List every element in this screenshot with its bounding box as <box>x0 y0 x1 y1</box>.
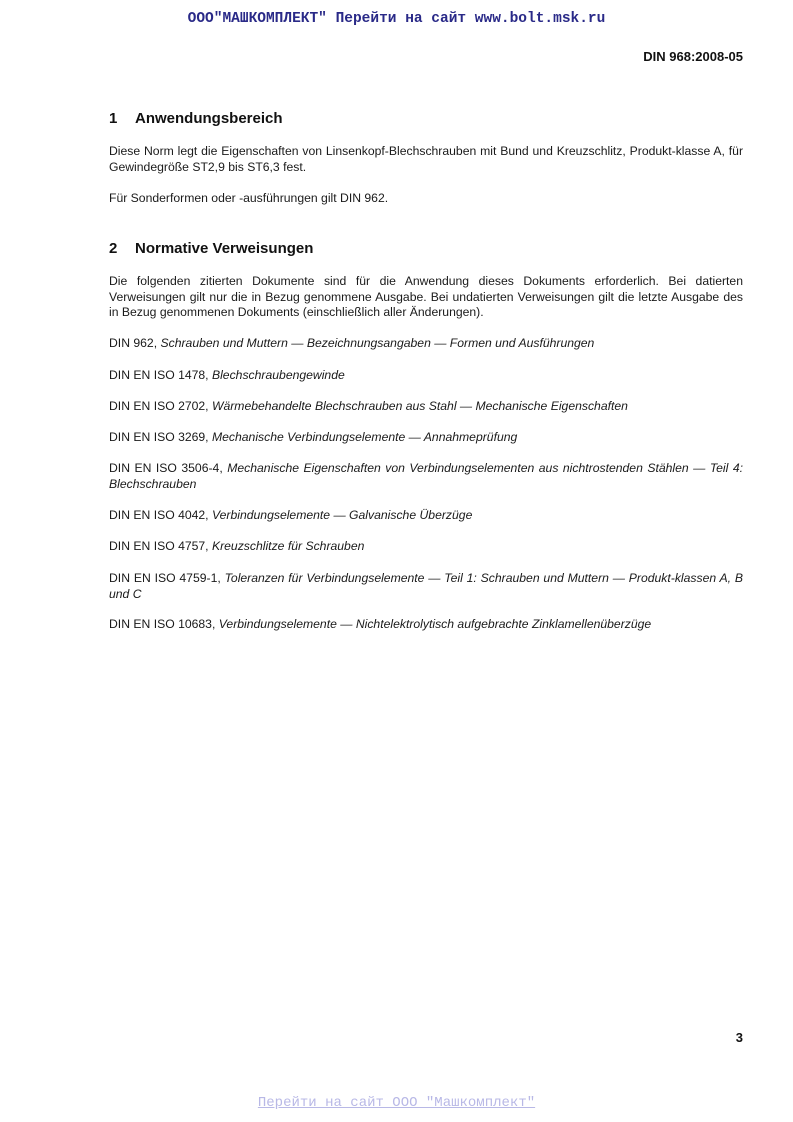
reference-title: Schrauben und Muttern — Bezeichnungsangaben — Formen und Ausführungen <box>160 336 595 350</box>
reference-title: Mechanische Verbindungselemente — Annahmeprüfung <box>211 430 518 444</box>
top-banner-link[interactable]: ООО"МАШКОМПЛЕКТ" Перейти на сайт www.bolt.msk.ru <box>187 11 606 27</box>
reference-item <box>109 539 743 555</box>
section-1-paragraph-1: Diese Norm legt die Eigenschaften von Linsenkopf-Blechschrauben mit Bund und Kreuzschlitz, Produkt-klasse A, für Gewindegröße ST2,9 bis ST6,3 fest. <box>109 144 743 174</box>
reference-code: DIN EN ISO 10683, <box>109 617 216 631</box>
reference-item <box>109 399 743 415</box>
reference-title: Verbindungselemente — Galvanische Überzüge <box>211 508 473 522</box>
reference-item <box>109 336 743 352</box>
bottom-site-link[interactable]: Перейти на сайт ООО "Машкомплект" <box>257 1095 536 1111</box>
reference-item <box>109 617 743 633</box>
reference-item <box>109 571 743 602</box>
document-id: DIN 968:2008-05 <box>643 49 743 64</box>
reference-item <box>109 430 743 446</box>
section-heading-1 <box>109 110 283 127</box>
reference-title: Blechschraubengewinde <box>211 368 345 382</box>
reference-item <box>109 508 743 524</box>
reference-code: DIN EN ISO 4759-1, <box>109 571 221 585</box>
reference-code: DIN EN ISO 3269, <box>109 430 209 444</box>
section-title: Anwendungsbereich <box>135 110 283 127</box>
reference-title: Kreuzschlitze für Schrauben <box>211 539 365 553</box>
reference-code: DIN EN ISO 4757, <box>109 539 209 553</box>
reference-title: Wärmebehandelte Blechschrauben aus Stahl — Mechanische Eigenschaften <box>211 399 628 413</box>
reference-title: Mechanische Eigenschaften von Verbindungselementen aus nichtrostenden Stählen — Teil 4: Blechschrauben <box>109 461 743 491</box>
reference-item <box>109 368 743 384</box>
page-number: 3 <box>735 1030 743 1045</box>
reference-item <box>109 461 743 492</box>
section-heading-2 <box>109 240 313 257</box>
reference-code: DIN EN ISO 4042, <box>109 508 209 522</box>
reference-code: DIN EN ISO 2702, <box>109 399 209 413</box>
reference-code: DIN 962, <box>109 336 158 350</box>
reference-title: Toleranzen für Verbindungselemente — Teil 1: Schrauben und Muttern — Produkt-klassen A, B und C <box>109 571 743 601</box>
section-2-paragraph-1: Die folgenden zitierten Dokumente sind für die Anwendung dieses Dokuments erforderlich. Bei datierten Verweisungen gilt nur die in Bezug genommene Ausgabe. Bei undatierten Verweisungen gilt die letzte Ausgabe des in Bezug genommenen Dokuments (einschließlich aller Änderungen). <box>109 274 743 319</box>
reference-title: Verbindungselemente — Nichtelektrolytisch aufgebrachte Zinklamellenüberzüge <box>218 617 652 631</box>
section-number: 1 <box>109 110 118 127</box>
reference-code: DIN EN ISO 3506-4, <box>109 461 223 475</box>
section-1-paragraph-2: Für Sonderformen oder -ausführungen gilt DIN 962. <box>109 191 389 205</box>
reference-code: DIN EN ISO 1478, <box>109 368 209 382</box>
section-title: Normative Verweisungen <box>135 240 314 257</box>
section-number: 2 <box>109 240 118 257</box>
